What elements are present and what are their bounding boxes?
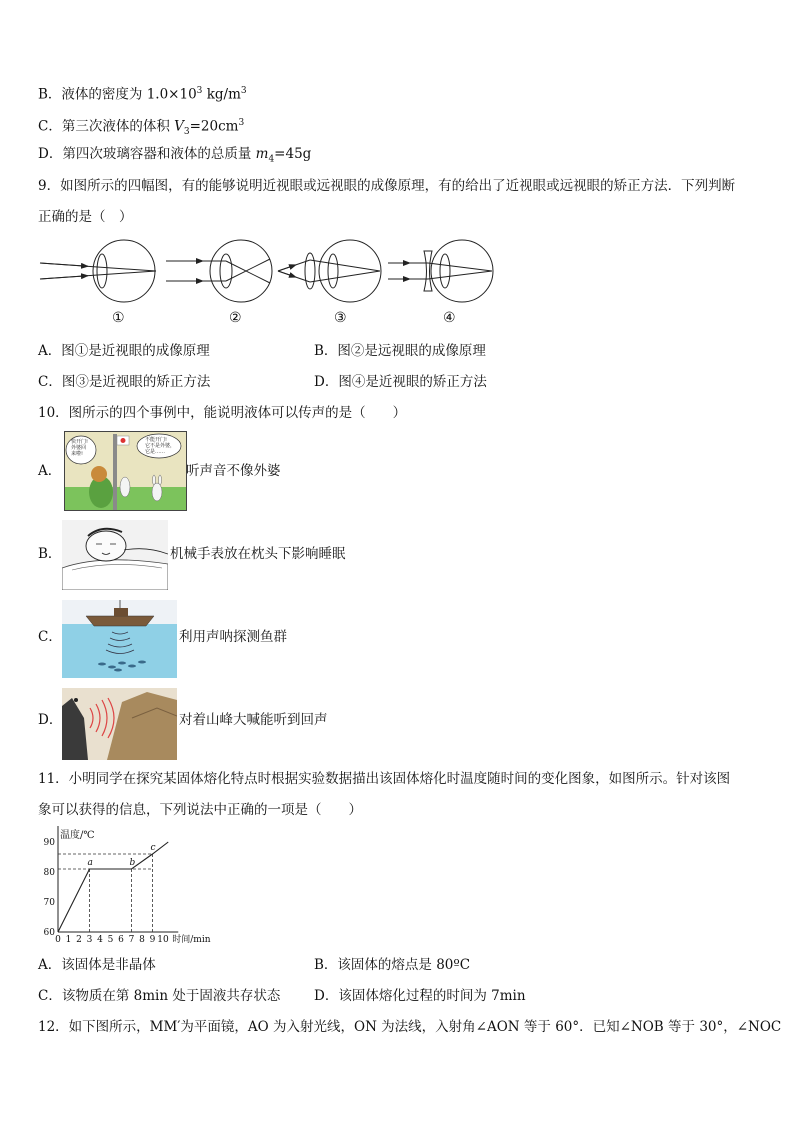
- q10-option-d-text: 对着山峰大喊能听到回声: [179, 712, 328, 728]
- eye-diagrams: [38, 238, 498, 308]
- q11-stem-line2: 象可以获得的信息，下列说法中正确的一项是（ ）: [38, 802, 362, 818]
- x-axis-label: 时间/min: [172, 935, 211, 945]
- q9-stem-line2: 正确的是（ ）: [38, 209, 133, 225]
- eye-diagram-2: [166, 240, 272, 302]
- y-tick-label: 70: [43, 898, 55, 908]
- eye-diagram-3: [278, 240, 381, 302]
- x-tick-label: 10: [157, 935, 169, 945]
- q11-option-d: D．该固体熔化过程的时间为 7min: [314, 988, 526, 1004]
- sleeping-person-image: [62, 520, 168, 590]
- q10-stem: 10．图所示的四个事例中，能说明液体可以传声的是（ ）: [38, 405, 407, 421]
- q8-option-d: D．第四次玻璃容器和液体的总质量 $m_4=45g$: [38, 146, 312, 165]
- q10-option-a-text: 听声音不像外婆: [186, 463, 281, 479]
- q9-option-c: C．图③是近视眼的矫正方法: [38, 374, 211, 390]
- x-tick-label: 2: [76, 935, 82, 945]
- q10-option-c-text: 利用声呐探测鱼群: [179, 629, 287, 645]
- q9-option-d: D．图④是近视眼的矫正方法: [314, 374, 487, 390]
- speech-bubble-2: 不能开门! 它不是外婆， 它是……: [145, 437, 176, 455]
- sonar-ship-image: [62, 600, 177, 678]
- x-tick-label: 3: [86, 935, 93, 945]
- x-tick-label: 6: [118, 935, 124, 945]
- q9-option-a: A．图①是近视眼的成像原理: [38, 343, 210, 359]
- x-tick-label: 8: [139, 935, 145, 945]
- figure-label-3: ③: [334, 310, 347, 326]
- q11-stem-line1: 11．小明同学在探究某固体熔化特点时根据实验数据描出该固体熔化时温度随时间的变化图象，如图所示。针对该图: [38, 771, 731, 787]
- speech-bubble-1: 快开门! 外婆回 来啦!: [71, 439, 89, 457]
- q10-option-d-letter: D．: [38, 712, 63, 728]
- y-tick-label: 60: [43, 928, 55, 938]
- eye-diagram-1: [40, 240, 156, 302]
- q8-option-c: C．第三次液体的体积 $V_3=20cm^3$: [38, 118, 245, 138]
- x-tick-label: 4: [97, 935, 103, 945]
- x-tick-label: 1: [65, 935, 72, 945]
- figure-label-2: ②: [229, 310, 242, 326]
- eye-diagram-4: [388, 240, 493, 302]
- x-tick-label: 0: [55, 935, 61, 945]
- figure-label-1: ①: [112, 310, 125, 326]
- q8-option-b: B．液体的密度为 $1.0\times 10^3$ $kg/m^3$: [38, 86, 247, 103]
- figure-label-4: ④: [443, 310, 456, 326]
- q9-option-b: B．图②是远视眼的成像原理: [314, 343, 486, 359]
- y-tick-label: 80: [43, 868, 55, 878]
- point-label: c: [150, 843, 156, 853]
- series-line: [58, 842, 168, 932]
- y-axis-label: 温度/℃: [60, 830, 95, 841]
- q9-stem-line1: 9．如图所示的四幅图，有的能够说明近视眼或远视眼的成像原理，有的给出了近视眼或远视眼的矫正方法．下列判断: [38, 178, 736, 194]
- x-tick-label: 7: [128, 935, 135, 945]
- q10-option-a-letter: A．: [38, 463, 62, 479]
- melting-chart: [38, 826, 218, 948]
- point-label: a: [87, 858, 93, 868]
- q10-option-c-letter: C．: [38, 629, 62, 645]
- mountain-echo-image: [62, 688, 177, 760]
- y-tick-label: 90: [43, 838, 55, 848]
- point-label: b: [129, 858, 136, 868]
- q12-stem-line1: 12．如下图所示，MM′为平面镜，AO 为入射光线，ON 为法线，入射角∠AON 等于 60°．已知∠NOB 等于 30°，∠NOC: [38, 1019, 782, 1035]
- x-tick-label: 9: [149, 935, 156, 945]
- q10-option-b-letter: B．: [38, 546, 62, 562]
- q11-option-c: C．该物质在第 8min 处于固液共存状态: [38, 988, 281, 1004]
- q11-option-a: A．该固体是非晶体: [38, 957, 156, 973]
- q10-option-b-text: 机械手表放在枕头下影响睡眠: [170, 546, 346, 562]
- cartoon-image: [64, 431, 187, 511]
- q11-option-b: B．该固体的熔点是 80ºC: [314, 957, 471, 973]
- x-tick-label: 5: [107, 935, 114, 945]
